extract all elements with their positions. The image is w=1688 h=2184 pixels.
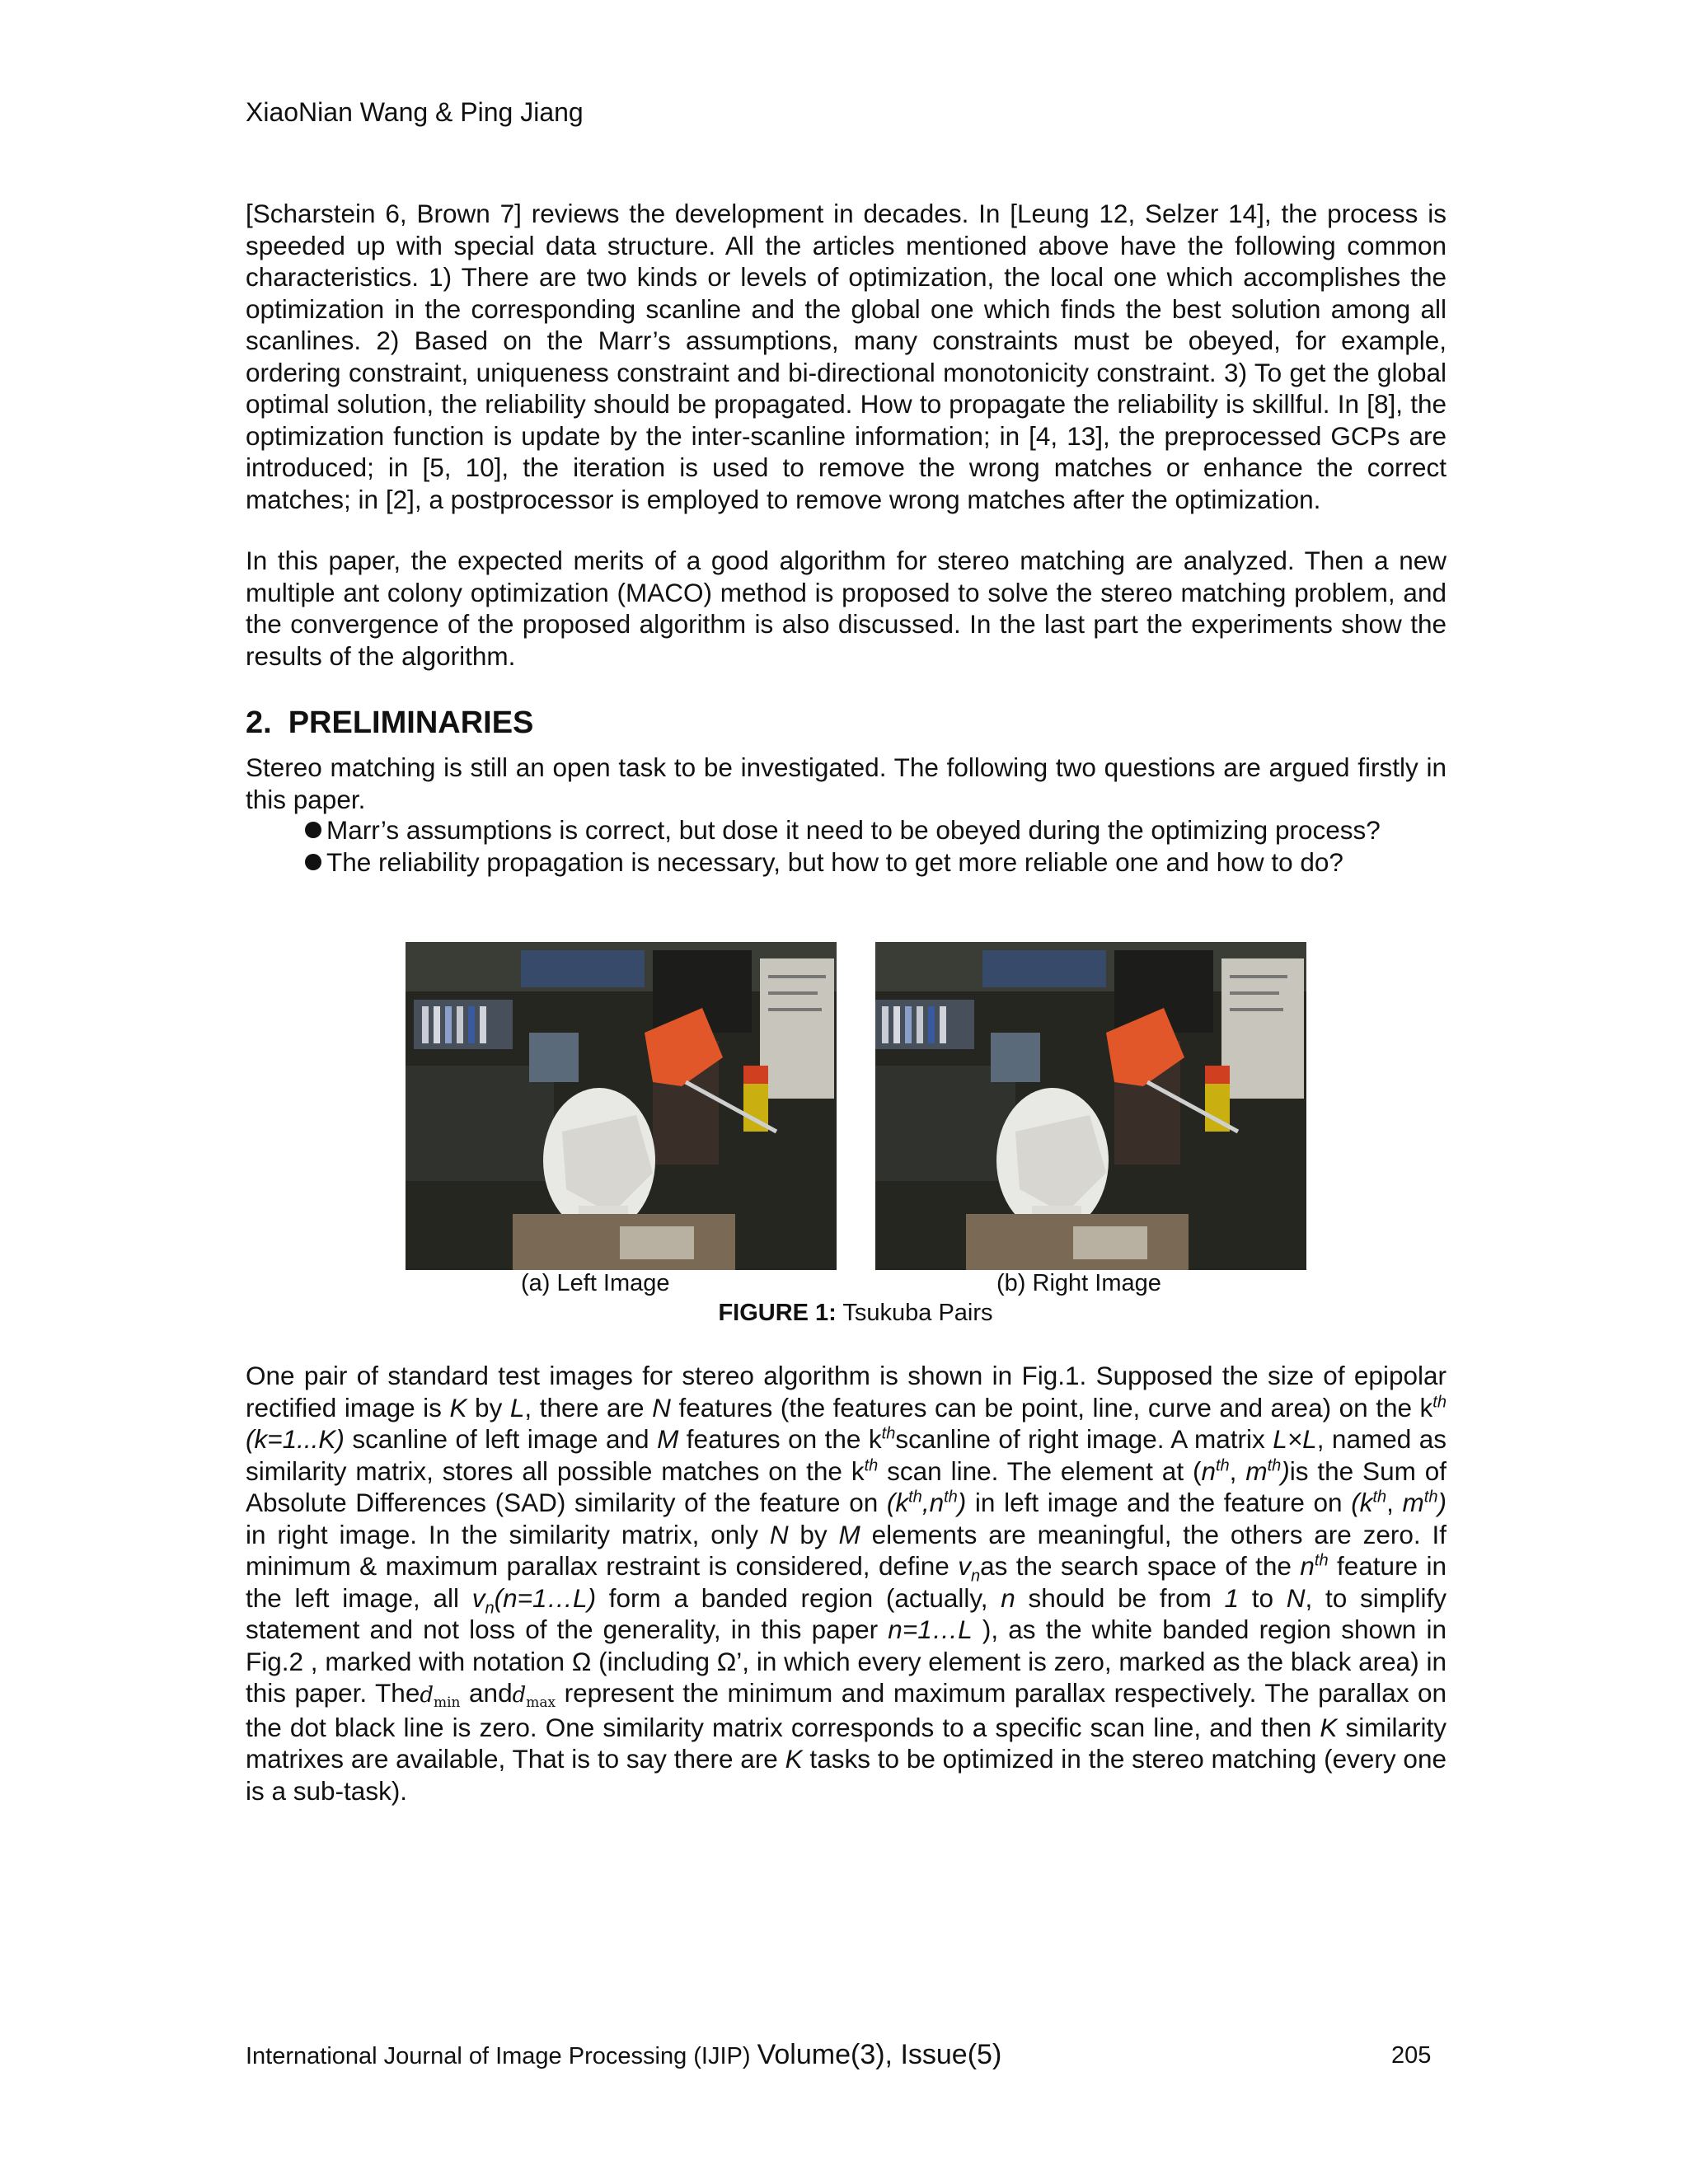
list-item [246,814,1447,846]
intro-paragraph-1: [Scharstein 6, Brown 7] reviews the development in decades. In [Leung 12, Selzer 14], the process is speeded up with special data structure. All the articles mentioned above have the following common characteristics. 1) There are two kinds or levels of optimization, the local one which accomplishes the optimization in the corresponding scanline and the global one which finds the best solution among all scanlines. 2) Based on the Marr’s assumptions, many constraints must be obeyed, for example, ordering constraint, uniqueness constraint and bi-directional monotonicity constraint. 3) To get the global optimal solution, the reliability should be propagated. How to propagate the reliability is skillful. In [8], the optimization function is update by the inter-scanline information; in [4, 13], the preprocessed GCPs are introduced; in [5, 10], the iteration is used to remove the wrong matches or enhance the correct matches; in [2], a postprocessor is employed to remove wrong matches after the optimization. [246,199,1447,514]
intro-paragraph-2: In this paper, the expected merits of a good algorithm for stereo matching are analyzed. Then a new multiple ant colony optimization (MACO) method is proposed to solve the stereo matching problem, and the convergence of the proposed algorithm is also discussed. In the last part the experiments show the results of the algorithm. [246,546,1447,671]
section-title: PRELIMINARIES [288,705,534,740]
running-header: XiaoNian Wang & Ping Jiang [246,97,584,127]
section-lead-paragraph: Stereo matching is still an open task to be investigated. The following two questions are argued firstly in this paper. [246,752,1447,814]
footer-journal [246,2039,1001,2071]
section-heading [246,705,533,741]
bullet-icon [305,854,321,870]
body-paragraph: One pair of standard test images for stereo algorithm is shown in Fig.1. Supposed the size of epipolar rectified image is K by L, there are N features (the features can be point, line, curve and area) on the $k^{th}$ (k=1...K) scanline of left image and M features on the $k^{th}scanline$ of right image. A matrix L×L, named as similarity matrix, stores all possible matches on the $k^{th}$ scan line. The element at ($n^{th}$, $m^{th})is$ the Sum of Absolute Differences (SAD) similarity of the feature on $(k^{th},n^{th})$ in left image and the feature on ($k^{th}$, $m^{th}$) in right image. In the similarity matrix, only N by M elements are meaningful, the others are zero. If minimum & maximum parallax restraint is considered, define $v_nas$ the search space of the $n^{th}$ feature in the left image, all $v_n(n=1\dots L)$ form a banded region (actually, n should be from 1 to N, to simplify statement and not loss of the generality, in this paper n=1…L ), as the white banded region shown in Fig.2 , marked with notation Ω (including Ω’, in which every element is zero, marked as the black area) in this paper. Thed$_{min}$ andd$_{max}$ represent the minimum and maximum parallax respectively. The parallax on the dot black line is zero. One similarity matrix corresponds to a specific scan line, and then K similarity matrixes are available, That is to say there are K tasks to be optimized in the stereo matching (every one is a sub-task). [246,1361,1447,1806]
figure-label: FIGURE 1: [718,1300,837,1326]
bullet-text: Marr’s assumptions is correct, but dose it need to be obeyed during the optimizing process? [326,815,1381,845]
section-number: 2. [246,705,272,740]
list-item [246,846,1447,879]
journal-name: International Journal of Image Processing (IJIP) [246,2043,757,2069]
bullet-icon [305,822,321,838]
left-stereo-image [406,942,837,1270]
bullet-text: The reliability propagation is necessary, but how to get more reliable one and how to do? [326,846,1343,877]
right-image-caption: (b) Right Image [996,1270,1161,1296]
left-image-caption: (a) Left Image [521,1270,670,1296]
right-stereo-image [875,942,1306,1270]
figure-title: Tsukuba Pairs [842,1300,993,1326]
question-list [246,814,1447,878]
page-number: 205 [1391,2042,1432,2069]
journal-volume: Volume(3), Issue(5) [757,2039,1002,2070]
figure-caption [196,1300,1515,1327]
